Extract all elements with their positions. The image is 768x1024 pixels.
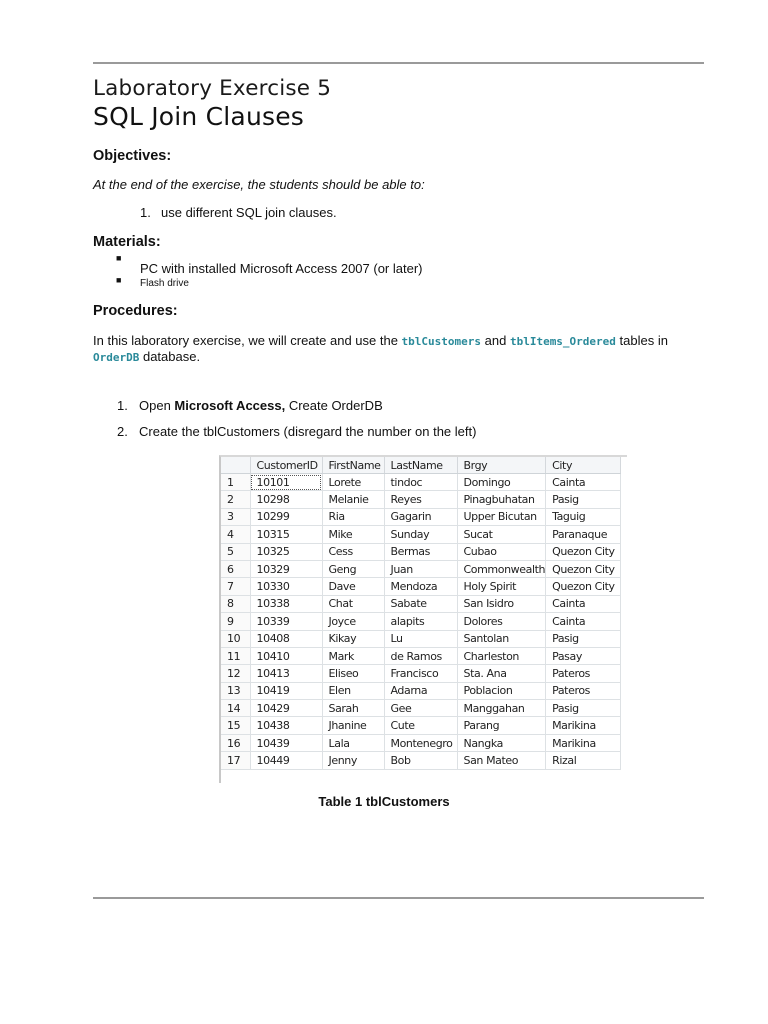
table-cell: Parang [457,717,546,734]
row-number-cell: 5 [221,543,250,560]
table-cell: 10408 [250,630,322,647]
table-row [221,630,621,647]
customers-table [221,457,621,770]
table-cell: 10315 [250,526,322,543]
table-cell: 10439 [250,734,322,751]
objectives-intro: At the end of the exercise, the students should be able to: [93,177,425,192]
step-1-suffix: Create OrderDB [285,398,383,413]
table-row [221,734,621,751]
column-header: Brgy [457,457,546,474]
table-row [221,526,621,543]
table-cell: Santolan [457,630,546,647]
table-cell: Jhanine [322,717,384,734]
table-cell: 10298 [250,491,322,508]
table-cell: Nangka [457,734,546,751]
table-cell: Cubao [457,543,546,560]
table-cell: 10101 [250,474,322,491]
table-cell: San Mateo [457,752,546,769]
table-cell: Elen [322,682,384,699]
row-number-cell: 8 [221,595,250,612]
step-1-prefix: Open [139,398,175,413]
row-number-cell: 2 [221,491,250,508]
table-cell: 10419 [250,682,322,699]
table-cell: Melanie [322,491,384,508]
table-cell: Reyes [384,491,457,508]
code-tblitems-ordered: tblItems_Ordered [509,335,616,348]
table-cell: Sunday [384,526,457,543]
column-header: CustomerID [250,457,322,474]
row-number-cell: 6 [221,560,250,577]
table-cell: Marikina [546,734,621,751]
column-header: LastName [384,457,457,474]
table-row [221,474,621,491]
table-cell: Taguig [546,508,621,525]
table-cell: tindoc [384,474,457,491]
table-cell: 10410 [250,647,322,664]
objective-item-number: 1. [140,205,151,220]
table-row [221,578,621,595]
step-1-text [139,398,383,413]
code-orderdb: OrderDB [93,350,140,364]
intro-text: database. [139,348,201,364]
table-row [221,717,621,734]
intro-text: In this laboratory exercise, we will create and use the [93,333,402,348]
table-cell: 10299 [250,508,322,525]
table-cell: Joyce [322,613,384,630]
table-caption: Table 1 tblCustomers [318,794,450,809]
table-cell: 10330 [250,578,322,595]
table-row [221,752,621,769]
table-cell: Cainta [546,613,621,630]
customers-table-screenshot [219,455,627,783]
top-rule [93,62,704,64]
intro-text: tables in [615,333,668,348]
table-cell: 10325 [250,543,322,560]
table-cell: Paranaque [546,526,621,543]
table-row [221,665,621,682]
table-cell: 10338 [250,595,322,612]
table-cell: Holy Spirit [457,578,546,595]
table-row [221,700,621,717]
page-title: SQL Join Clauses [93,102,305,131]
material-item-flash-drive: Flash drive [140,278,189,289]
table-cell: San Isidro [457,595,546,612]
column-header: City [546,457,621,474]
column-header: FirstName [322,457,384,474]
table-row [221,682,621,699]
table-cell: Gagarin [384,508,457,525]
step-2-number: 2. [117,424,128,439]
row-number-cell: 4 [221,526,250,543]
table-cell: Montenegro [384,734,457,751]
table-row [221,647,621,664]
table-cell: Ria [322,508,384,525]
intro-text: and [481,333,510,348]
row-number-cell: 15 [221,717,250,734]
table-cell: Sta. Ana [457,665,546,682]
table-cell: 10449 [250,752,322,769]
row-number-cell: 14 [221,700,250,717]
table-cell: alapits [384,613,457,630]
table-cell: Juan [384,560,457,577]
table-cell: Bermas [384,543,457,560]
table-cell: Chat [322,595,384,612]
table-cell: Pasig [546,491,621,508]
table-cell: Kikay [322,630,384,647]
table-row [221,543,621,560]
table-cell: Mendoza [384,578,457,595]
table-cell: Commonwealth [457,560,546,577]
table-cell: Sucat [457,526,546,543]
lab-title: Laboratory Exercise 5 [93,76,332,101]
column-header [221,457,250,474]
row-number-cell: 1 [221,474,250,491]
table-cell: Mike [322,526,384,543]
row-number-cell: 3 [221,508,250,525]
bullet-icon: ■ [116,275,122,285]
table-cell: Pateros [546,682,621,699]
row-number-cell: 9 [221,613,250,630]
bottom-rule [93,897,704,899]
table-cell: Cute [384,717,457,734]
table-cell: Bob [384,752,457,769]
procedures-intro [93,334,673,365]
table-cell: Adarna [384,682,457,699]
table-cell: Pasay [546,647,621,664]
row-number-cell: 16 [221,734,250,751]
table-row [221,595,621,612]
table-header-row [221,457,621,474]
table-cell: Rizal [546,752,621,769]
row-number-cell: 12 [221,665,250,682]
table-cell: Quezon City [546,543,621,560]
table-cell: Quezon City [546,560,621,577]
table-cell: Upper Bicutan [457,508,546,525]
table-cell: Sabate [384,595,457,612]
bullet-icon: ■ [116,253,122,263]
table-cell: Dolores [457,613,546,630]
table-cell: Francisco [384,665,457,682]
table-cell: Eliseo [322,665,384,682]
table-cell: Dave [322,578,384,595]
table-cell: Lu [384,630,457,647]
row-number-cell: 13 [221,682,250,699]
objectives-heading: Objectives: [93,148,172,164]
table-row [221,491,621,508]
table-cell: Gee [384,700,457,717]
table-cell: Domingo [457,474,546,491]
table-cell: Quezon City [546,578,621,595]
table-cell: Cess [322,543,384,560]
table-cell: Sarah [322,700,384,717]
table-cell: Pinagbuhatan [457,491,546,508]
table-cell: 10339 [250,613,322,630]
table-row [221,613,621,630]
step-1-number: 1. [117,398,128,413]
row-number-cell: 10 [221,630,250,647]
table-cell: Lorete [322,474,384,491]
step-1-bold: Microsoft Access, [174,398,286,413]
table-cell: Marikina [546,717,621,734]
table-cell: Pasig [546,630,621,647]
table-cell: Charleston [457,647,546,664]
objective-item-text: use different SQL join clauses. [161,205,337,220]
table-cell: 10429 [250,700,322,717]
table-cell: 10413 [250,665,322,682]
table-cell: Cainta [546,595,621,612]
table-cell: Geng [322,560,384,577]
row-number-cell: 17 [221,752,250,769]
table-cell: Poblacion [457,682,546,699]
materials-heading: Materials: [93,234,161,250]
step-2-text: Create the tblCustomers (disregard the number on the left) [139,424,477,439]
table-cell: Mark [322,647,384,664]
code-tblcustomers: tblCustomers [401,335,482,348]
procedures-heading: Procedures: [93,303,178,319]
table-cell: 10329 [250,560,322,577]
row-number-cell: 7 [221,578,250,595]
table-cell: Jenny [322,752,384,769]
table-row [221,508,621,525]
table-cell: Pasig [546,700,621,717]
row-number-cell: 11 [221,647,250,664]
table-cell: Cainta [546,474,621,491]
material-item-pc: PC with installed Microsoft Access 2007 (or later) [140,261,423,276]
table-row [221,560,621,577]
table-cell: Manggahan [457,700,546,717]
table-cell: Lala [322,734,384,751]
table-cell: de Ramos [384,647,457,664]
table-cell: 10438 [250,717,322,734]
table-cell: Pateros [546,665,621,682]
